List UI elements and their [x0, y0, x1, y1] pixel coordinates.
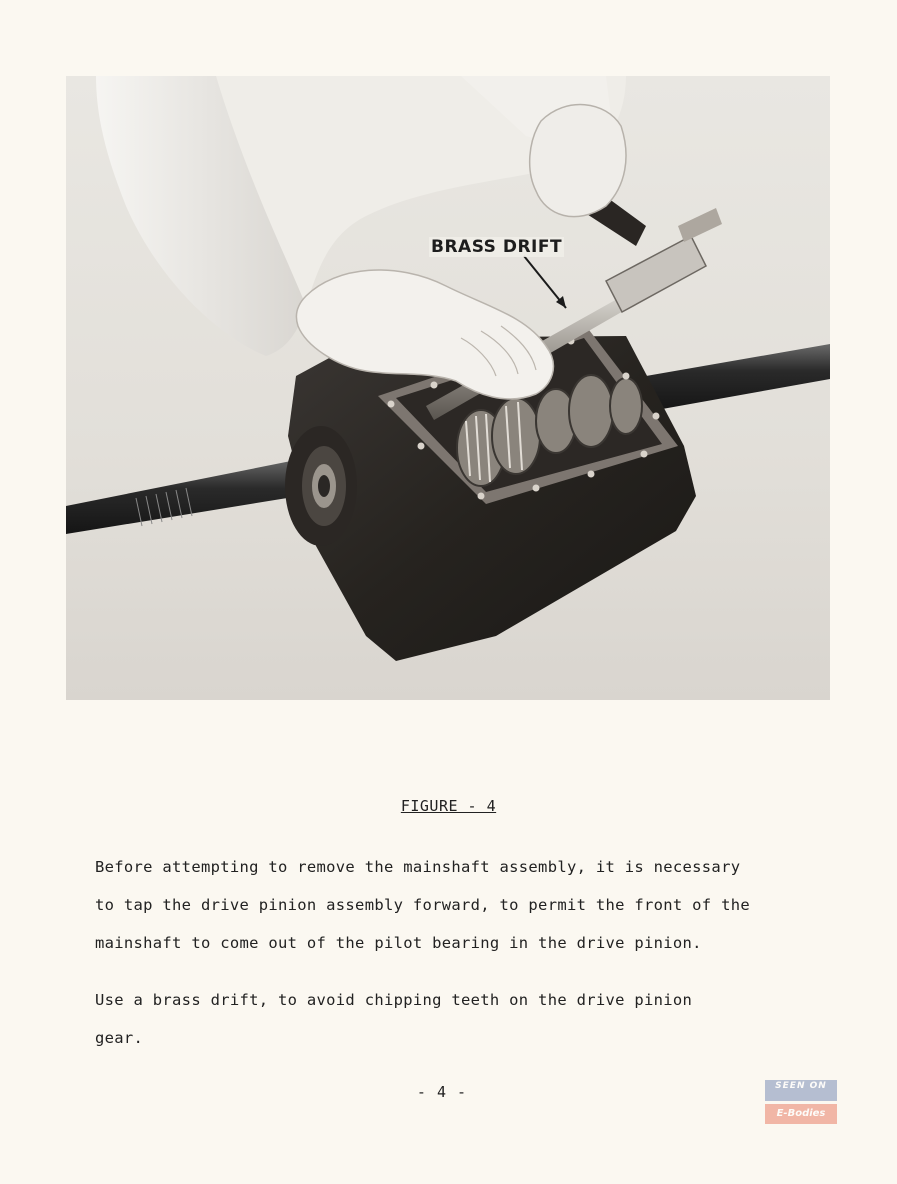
watermark-top: SEEN ON	[765, 1080, 837, 1101]
brass-drift-callout: BRASS DRIFT	[431, 237, 563, 257]
paragraph-2	[95, 981, 795, 1057]
paragraph-1-line: Before attempting to remove the mainshaft assembly, it is necessary	[95, 858, 741, 876]
figure-photo	[66, 76, 830, 700]
page-number: - 4 -	[416, 1083, 468, 1101]
paragraph-1	[95, 848, 795, 962]
paragraph-1-line: to tap the drive pinion assembly forward, to permit the front of the	[95, 896, 750, 914]
seen-on-ebodies-watermark	[765, 1080, 837, 1124]
paragraph-1-line: mainshaft to come out of the pilot bearing in the drive pinion.	[95, 934, 702, 952]
paragraph-2-line: gear.	[95, 1029, 144, 1047]
watermark-bottom: E-Bodies	[765, 1104, 837, 1124]
paragraph-2-line: Use a brass drift, to avoid chipping teeth on the drive pinion	[95, 991, 693, 1009]
transmission-illustration	[66, 76, 830, 700]
figure-caption: FIGURE - 4	[400, 797, 497, 815]
